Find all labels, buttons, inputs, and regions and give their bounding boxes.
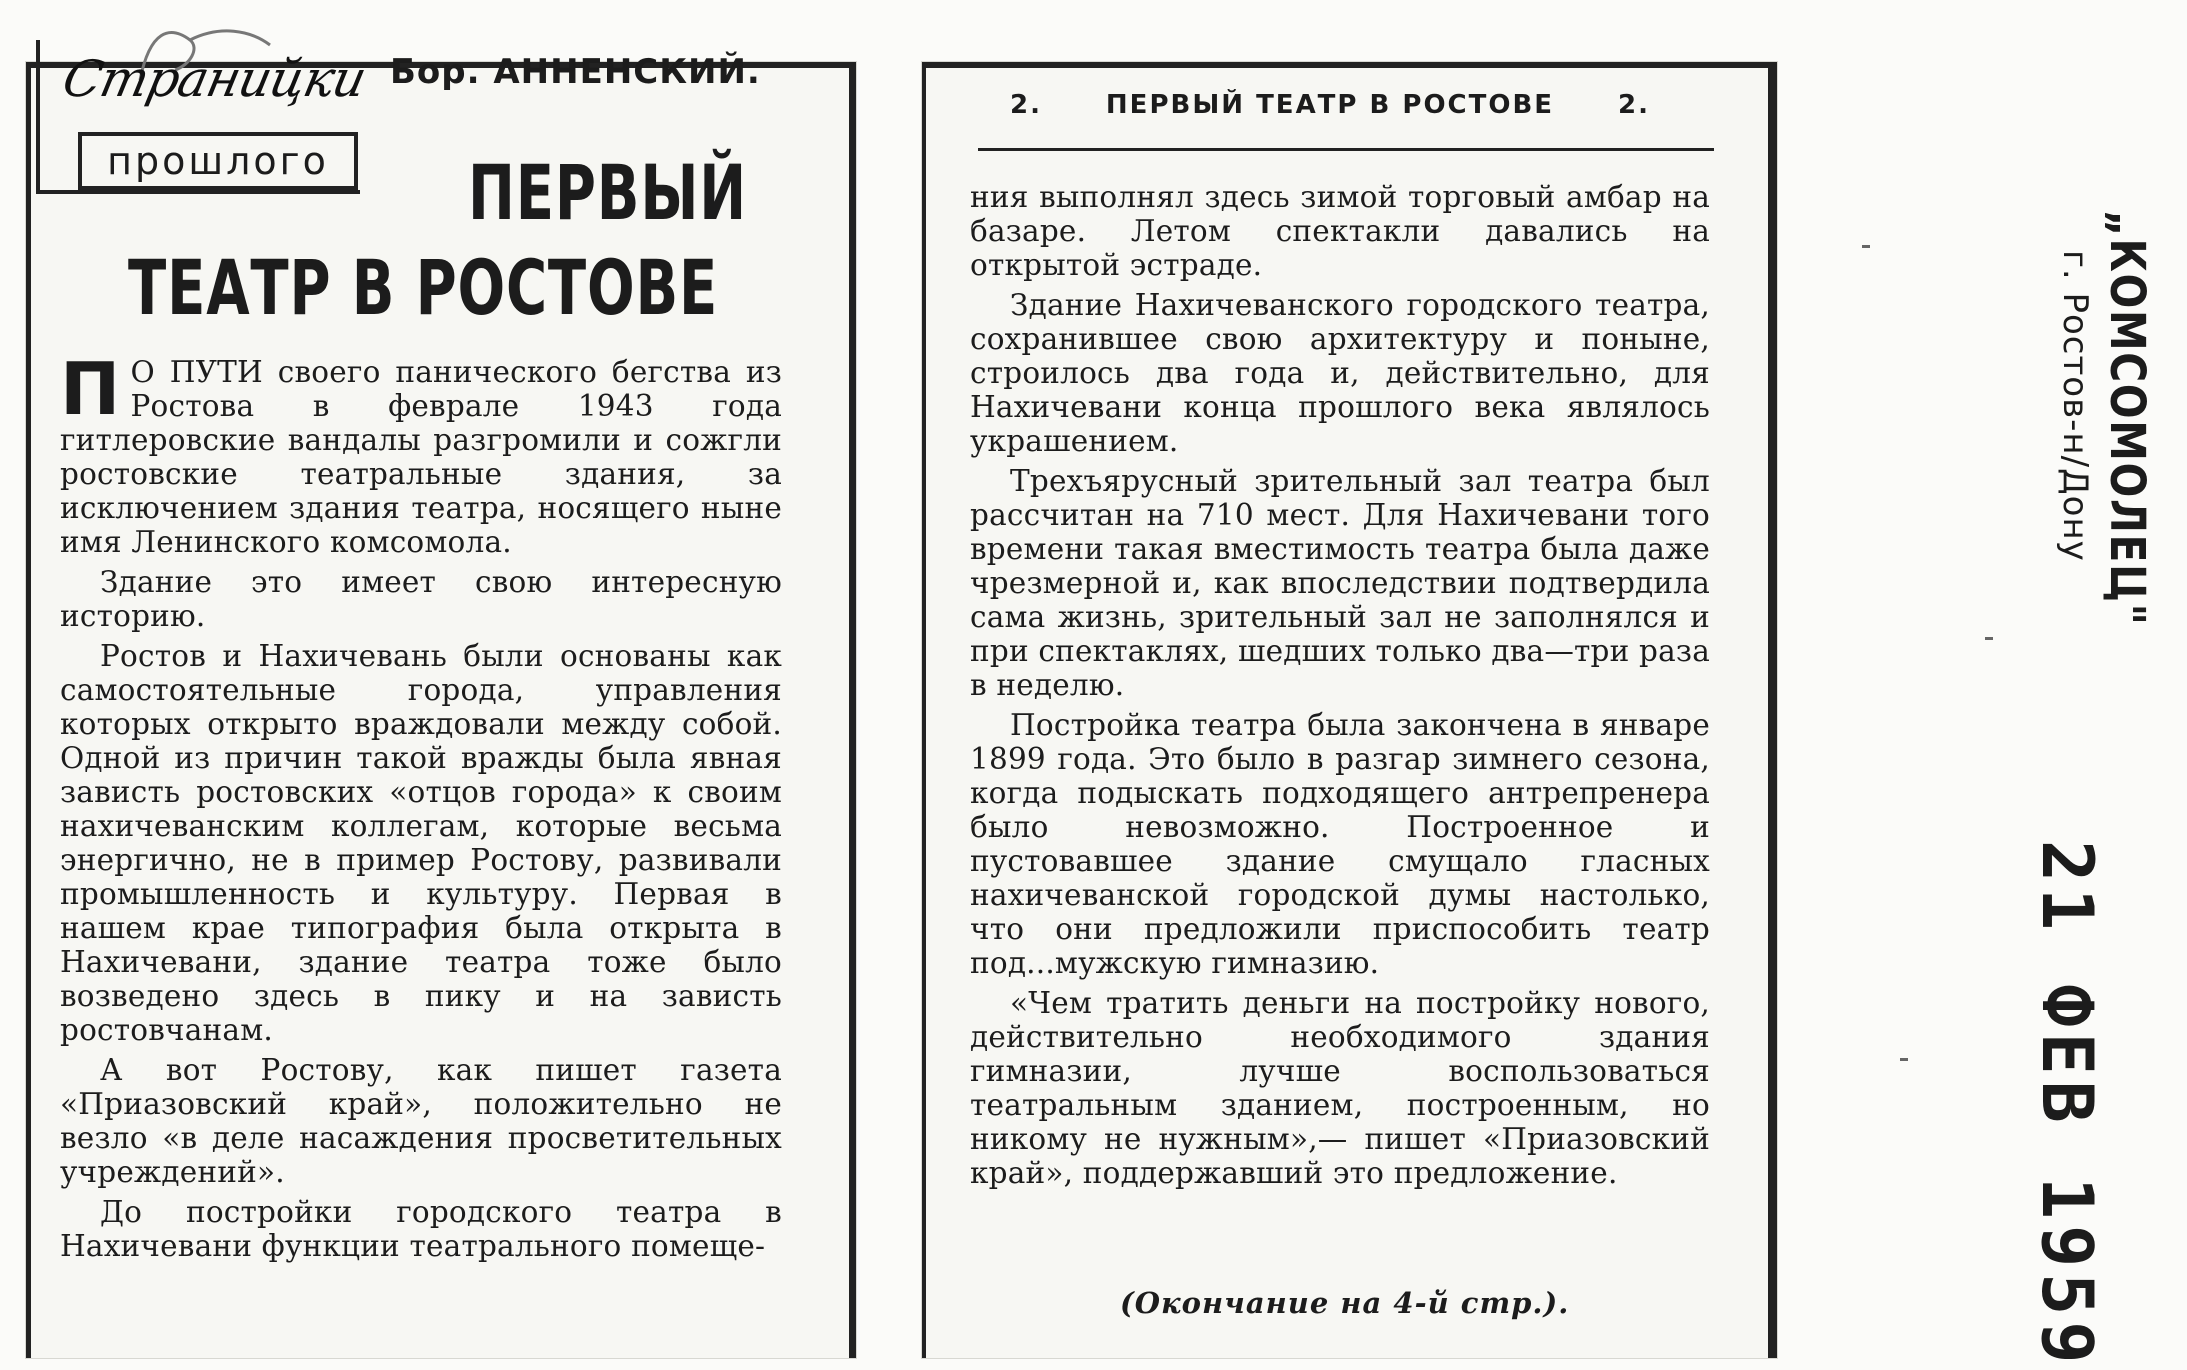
paragraph-2: Здание это имеет свою интересную историю. [60,565,782,633]
headline-line-2: ТЕАТР В РОСТОВЕ [128,243,719,332]
right-text-column [970,180,1710,1190]
author-byline: Бор. АННЕНСКИЙ. [390,52,761,92]
running-head [970,90,1690,120]
header-rule [978,148,1714,151]
rubric-title: Страниц̆ки [57,50,371,108]
drop-cap: П [60,347,121,431]
speck [1900,1058,1908,1061]
continued-note: (Окончание на 4-й стр.). [1120,1286,1570,1320]
paragraph-5: До постройки городского театра в Нахичевани функции театрального помеще- [60,1195,782,1263]
paragraph-8: Трехъярусный зрительный зал театра был рассчитан на 710 мест. Для Нахичевани того времени такая вместимость театра была даже чрезмерной и, как впоследствии подтвердила сама жизнь, зрительный зал не заполнялся и при спектаклях, шедших только два—три раза в неделю. [970,464,1711,702]
paragraph-4: А вот Ростову, как пишет газета «Приазовский край», положительно не везло «в деле насаждения просветительных учреждений». [60,1053,782,1189]
left-text-column [60,347,782,1263]
running-head-title: ПЕРВЫЙ ТЕАТР В РОСТОВЕ [1105,90,1555,120]
paragraph-1 [60,347,782,559]
rubric-logo [36,40,376,210]
paragraph-3: Ростов и Нахичевань были основаны как самостоятельные города, управления которых открыто враждовали между собой. Одной из причин такой вражды была явная зависть ростовских «отцов города» к своим нахичеванским коллегам, которые весьма энергично, не в пример Ростову, развивали промышленность и культуру. Первая в нашем крае типография была открыта в Нахичевани, здание театра тоже было возведено здесь в пику и на зависть ростовчанам. [60,639,782,1047]
speck [1862,245,1870,248]
page-number-left: 2. [1010,90,1042,120]
page-number-right: 2. [1618,90,1650,120]
paragraph-10: «Чем тратить деньги на постройку нового, действительно необходимого здания гимназии, лучше воспользоваться театральным зданием, построенным, но никому не нужным»,— пишет «Приазовский край», поддержавший это предложение. [970,986,1710,1190]
newspaper-stamp [2045,210,2165,710]
paragraph-6: ния выполнял здесь зимой торговый амбар на базаре. Летом спектакли давались на открытой эстраде. [970,180,1710,282]
headline-line-1: ПЕРВЫЙ [468,148,747,237]
paragraph-1-text: О ПУТИ своего панического бегства из Ростова в феврале 1943 года гитлеровские вандалы разгромили и сожгли ростовские театральные здания, за исключением здания театра, носящего ныне имя Ленинского комсомола. [60,355,782,559]
rubric-subtitle: прошлого [78,132,358,190]
paragraph-9: Постройка театра была закончена в январе 1899 года. Это было в разгар зимнего сезона, когда подыскать подходящего антрепренера было невозможно. Построенное и пустовавшее здание смущало гласных нахичеванской городской думы настолько, что они предложили приспособить театр под...мужскую гимназию. [970,708,1710,980]
stamp-newspaper-name: „КОМСОМОЛЕЦ" [2099,210,2155,627]
stamp-date: 21 ФЕВ 1959 [2026,840,2108,1370]
paragraph-7: Здание Нахичеванского городского театра, сохранившее свою архитектуру и поныне, строилось два года и, действительно, для Нахичевани конца прошлого века являлось украшением. [970,288,1710,458]
speck [1985,637,1993,640]
stamp-city: г. Ростов-н/Дону [2055,250,2095,562]
